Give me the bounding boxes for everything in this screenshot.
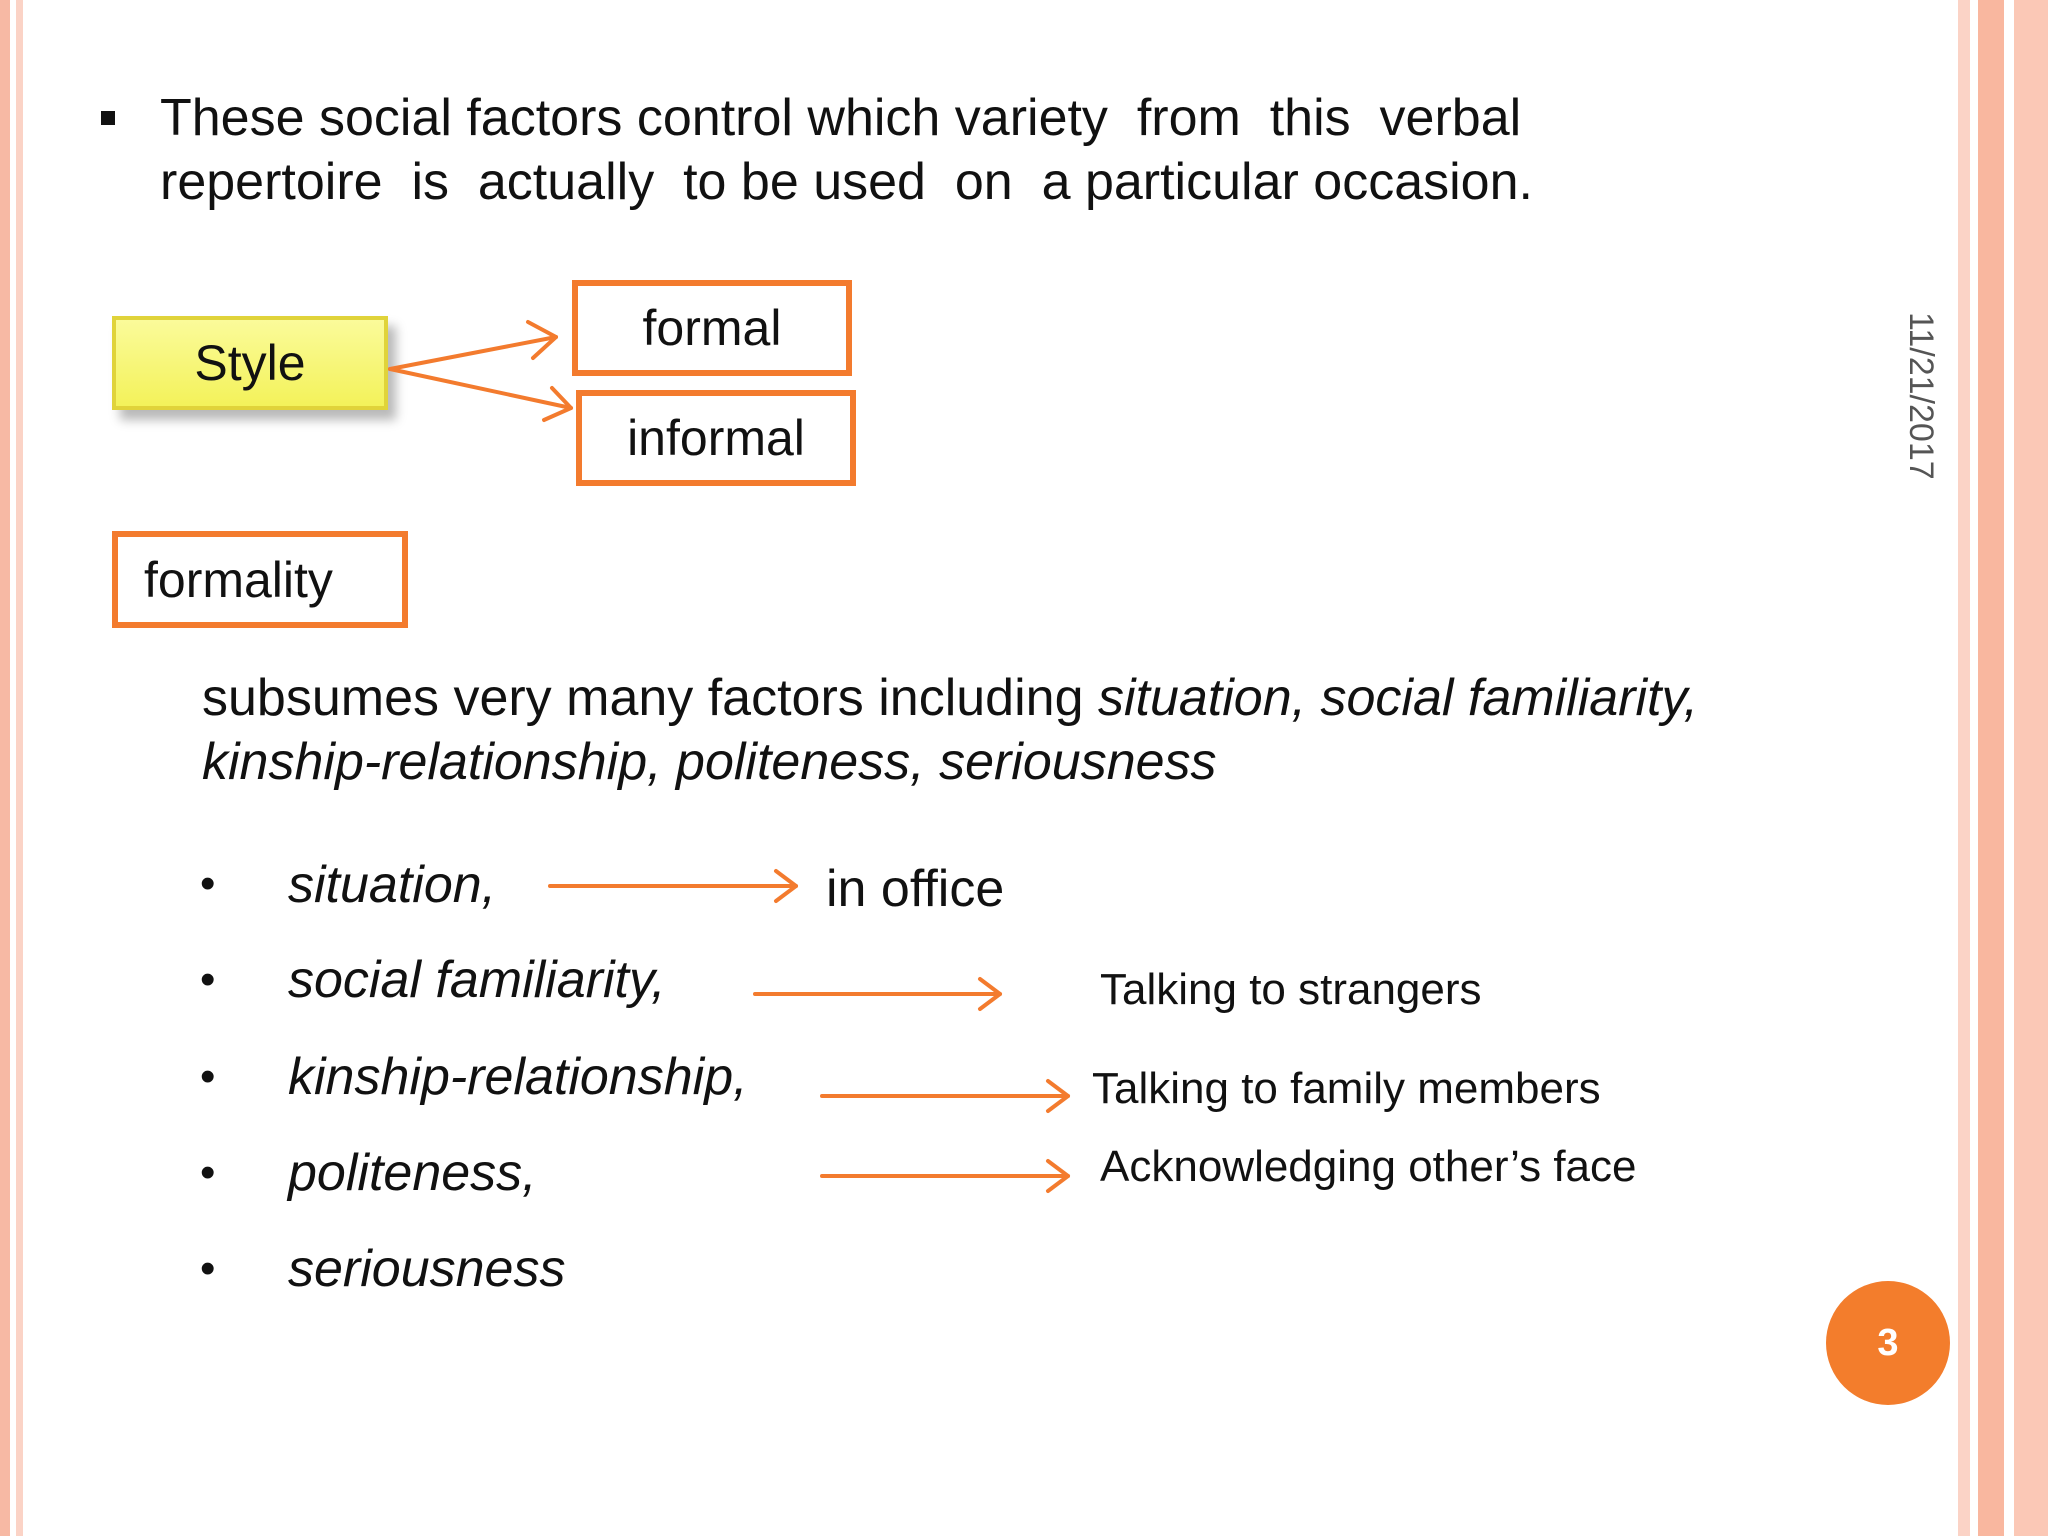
arrow-kinship-icon	[822, 1081, 1068, 1111]
factor-term-social-familiarity: social familiarity,	[288, 951, 666, 1009]
bullet-dot-icon: •	[200, 955, 216, 1004]
example-situation: in office	[826, 860, 1005, 918]
arrow-social-familiarity-icon	[755, 979, 1000, 1009]
arrow-politeness-icon	[822, 1161, 1068, 1191]
subsumes-italic-terms: situation, social familiarity,	[1097, 669, 1699, 727]
subsumes-prefix: subsumes very many factors including	[202, 669, 1098, 727]
bullet-dot-icon: •	[200, 1148, 216, 1197]
subsumes-line-2: kinship-relationship, politeness, seriousness	[202, 733, 1217, 791]
example-politeness: Acknowledging other’s face	[1100, 1142, 1637, 1191]
factor-term-seriousness: seriousness	[288, 1240, 566, 1298]
style-box: Style	[112, 316, 388, 410]
slide-date: 11/21/2017	[1902, 312, 1940, 480]
arrow-situation-icon	[550, 871, 796, 901]
bullet-dot-icon: •	[200, 859, 216, 908]
intro-line-2: repertoire is actually to be used on a particular occasion.	[160, 153, 1533, 211]
example-kinship: Talking to family members	[1092, 1064, 1601, 1113]
factor-term-politeness: politeness,	[288, 1144, 537, 1202]
formal-box: formal	[572, 280, 852, 376]
intro-line-1: These social factors control which variety from this verbal	[160, 89, 1522, 147]
arrow-style-to-formal-icon	[390, 322, 556, 369]
subsumes-line-1	[202, 666, 1698, 730]
arrow-style-to-informal-icon	[390, 369, 571, 420]
formality-box: formality	[112, 531, 408, 628]
informal-box: informal	[576, 390, 856, 486]
bullet-dot-icon: •	[200, 1244, 216, 1293]
factor-term-situation: situation,	[288, 856, 497, 914]
factor-term-kinship: kinship-relationship,	[288, 1048, 748, 1106]
page-number-badge: 3	[1826, 1281, 1950, 1405]
example-social-familiarity: Talking to strangers	[1100, 965, 1482, 1014]
bullet-dot-icon: •	[200, 1052, 216, 1101]
